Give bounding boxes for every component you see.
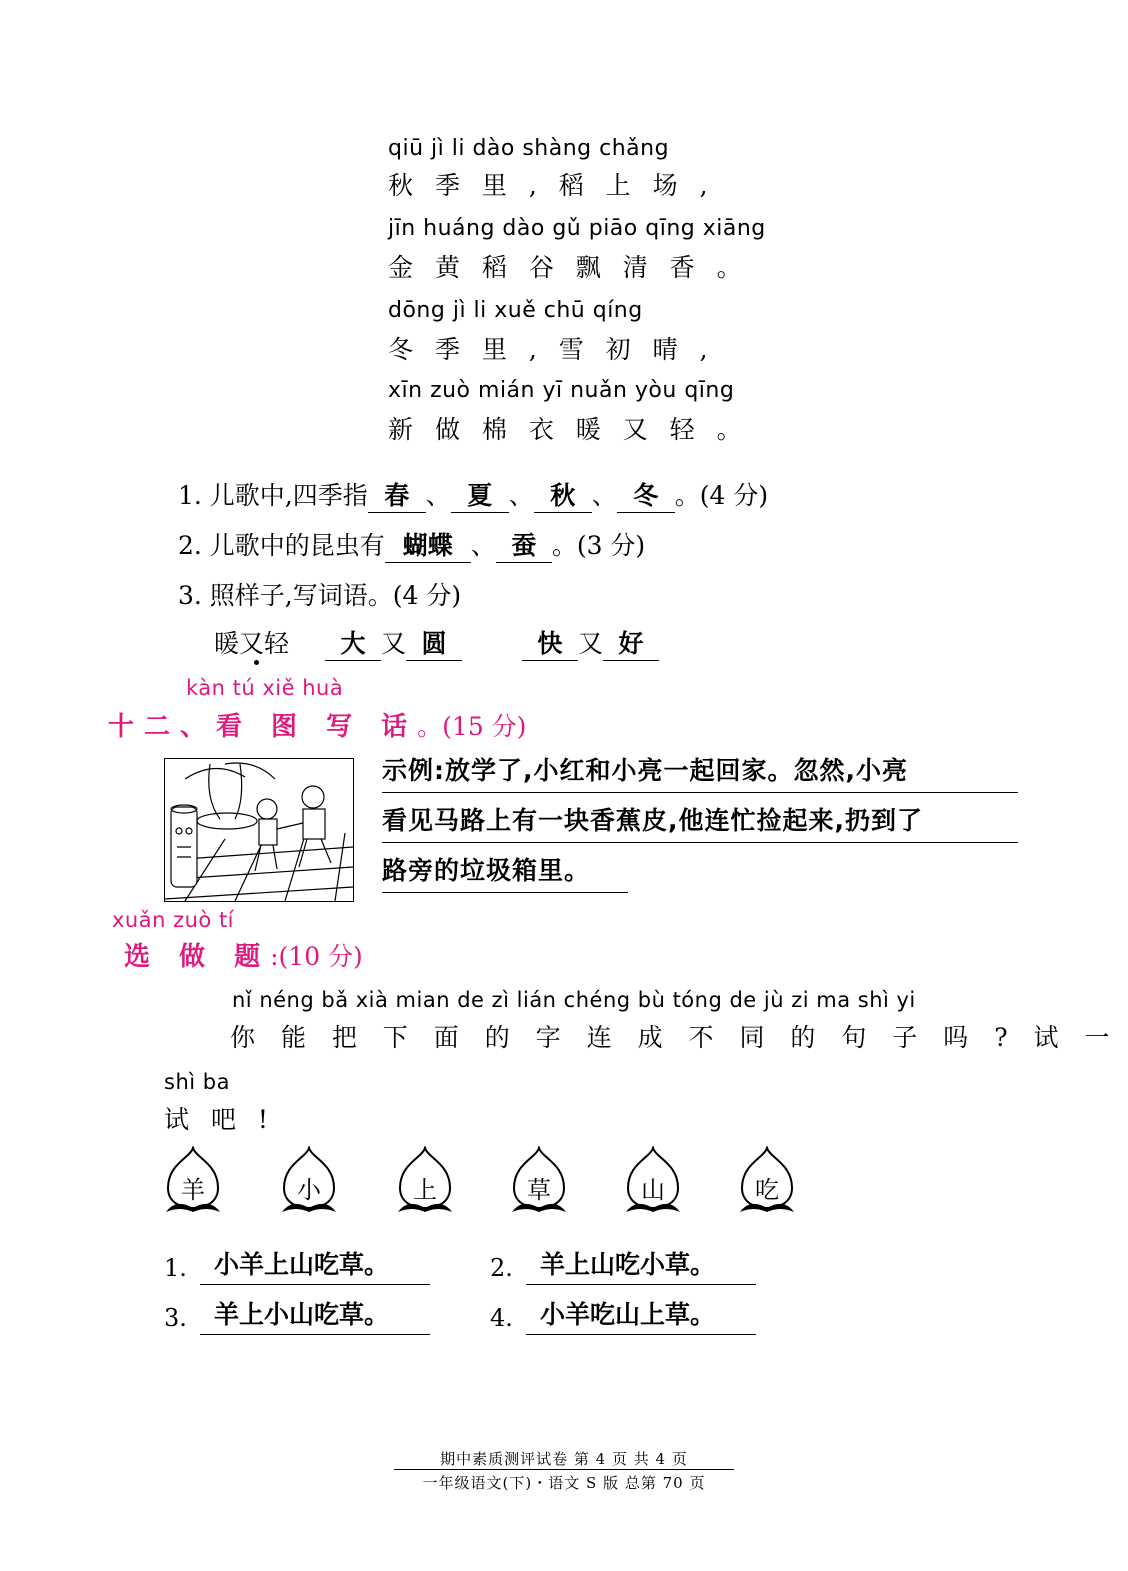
peach-character-chi[interactable]	[736, 1146, 798, 1216]
sentence-number: 2.	[490, 1254, 513, 1282]
peach-char: 上	[413, 1176, 437, 1204]
answer-winter[interactable]: 冬	[617, 480, 675, 513]
answer-summer[interactable]: 夏	[451, 480, 509, 513]
poem-pinyin-2: jīn huáng dào gǔ piāo qīng xiāng	[388, 216, 766, 241]
answer-round[interactable]: 圆	[406, 628, 462, 661]
separator: 、	[508, 481, 534, 510]
answer-spring[interactable]: 春	[368, 480, 426, 513]
sentence-answer-4[interactable]: 小羊吃山上草。	[526, 1298, 756, 1335]
separator: 、	[470, 531, 496, 560]
peach-char: 羊	[181, 1176, 205, 1204]
poem-pinyin-3: dōng jì li xuě chū qíng	[388, 298, 643, 323]
illustration-image	[164, 758, 354, 902]
example-line-2: 看见马路上有一块香蕉皮,他连忙捡起来,扔到了	[382, 802, 1018, 843]
example-line-1: 示例:放学了,小红和小亮一起回家。忽然,小亮	[382, 752, 1018, 793]
connector-you: 又	[380, 629, 406, 658]
instruction-line-1: 你 能 把 下 面 的 字 连 成 不 同 的 句 子 吗 ? 试 一	[230, 1023, 1119, 1052]
poem-pinyin-4: xīn zuò mián yī nuǎn yòu qīng	[388, 378, 735, 403]
optional-score: :(10 分)	[270, 942, 363, 971]
peach-char: 吃	[755, 1176, 779, 1204]
instruction-pinyin-1: nǐ néng bǎ xià mian de zì lián chéng bù tóng de jù zi ma shì yi	[232, 988, 916, 1012]
optional-heading	[124, 936, 363, 973]
instruction-line-2: 试 吧 !	[164, 1105, 275, 1134]
sentence-number: 4.	[490, 1304, 513, 1332]
answer-big[interactable]: 大	[325, 628, 381, 661]
question-2-prefix: 2. 儿歌中的昆虫有	[178, 531, 385, 560]
peach-char: 草	[527, 1176, 551, 1204]
footer-line-1: 期中素质测评试卷 第 4 页 共 4 页	[440, 1450, 688, 1468]
sentence-answer-2[interactable]: 羊上山吃小草。	[526, 1248, 756, 1285]
example-line-3: 路旁的垃圾箱里。	[382, 852, 628, 893]
separator: 、	[591, 481, 617, 510]
poem-line-2: 金 黄 稻 谷 飘 清 香 。	[388, 253, 749, 282]
sentence-answer-3[interactable]: 羊上小山吃草。	[200, 1298, 430, 1335]
section-12-pinyin: kàn tú xiě huà	[186, 676, 344, 700]
question-1	[178, 476, 768, 513]
sentence-number: 3.	[164, 1304, 187, 1332]
peach-char: 小	[297, 1176, 321, 1204]
answer-good[interactable]: 好	[603, 628, 659, 661]
separator: 、	[425, 481, 451, 510]
peach-character-shan[interactable]	[622, 1146, 684, 1216]
peach-char: 山	[641, 1176, 665, 1204]
section-12-score: 。(15 分)	[417, 712, 527, 741]
answer-silkworm[interactable]: 蚕	[496, 530, 552, 563]
sentence-number: 1.	[164, 1254, 187, 1282]
sentence-answer-1[interactable]: 小羊上山吃草。	[200, 1248, 430, 1285]
connector-you: 又	[577, 629, 603, 658]
answer-autumn[interactable]: 秋	[534, 480, 592, 513]
peach-character-xiao[interactable]	[278, 1146, 340, 1216]
answer-fast[interactable]: 快	[522, 628, 578, 661]
section-12-heading	[108, 706, 526, 743]
poem-line-3: 冬 季 里 , 雪 初 晴 ,	[388, 335, 715, 364]
emphasis-dot	[254, 660, 259, 665]
question-3-answers	[214, 624, 659, 661]
question-1-suffix: 。(4 分)	[674, 481, 769, 510]
peach-character-shang[interactable]	[394, 1146, 456, 1216]
poem-line-4: 新 做 棉 衣 暖 又 轻 。	[388, 415, 749, 444]
question-2	[178, 526, 645, 563]
peach-character-cao[interactable]	[508, 1146, 570, 1216]
footer-line-2: 一年级语文(下)・语文 S 版 总第 70 页	[422, 1474, 706, 1492]
poem-pinyin-1: qiū jì li dào shàng chǎng	[388, 136, 670, 161]
question-2-suffix: 。(3 分)	[551, 531, 646, 560]
question-1-prefix: 1. 儿歌中,四季指	[178, 481, 368, 510]
footer-divider	[394, 1469, 734, 1470]
section-12-title: 十二、看 图 写 话	[108, 712, 418, 742]
peach-character-yang[interactable]	[162, 1146, 224, 1216]
poem-line-1: 秋 季 里 , 稻 上 场 ,	[388, 171, 715, 200]
optional-title: 选 做 题	[124, 942, 271, 972]
answer-butterfly[interactable]: 蝴蝶	[385, 530, 471, 563]
optional-pinyin: xuǎn zuò tí	[112, 908, 235, 932]
question-3-label: 3. 照样子,写词语。(4 分)	[178, 581, 462, 610]
instruction-pinyin-2: shì ba	[164, 1070, 230, 1094]
example-word: 暖又轻	[214, 629, 290, 658]
